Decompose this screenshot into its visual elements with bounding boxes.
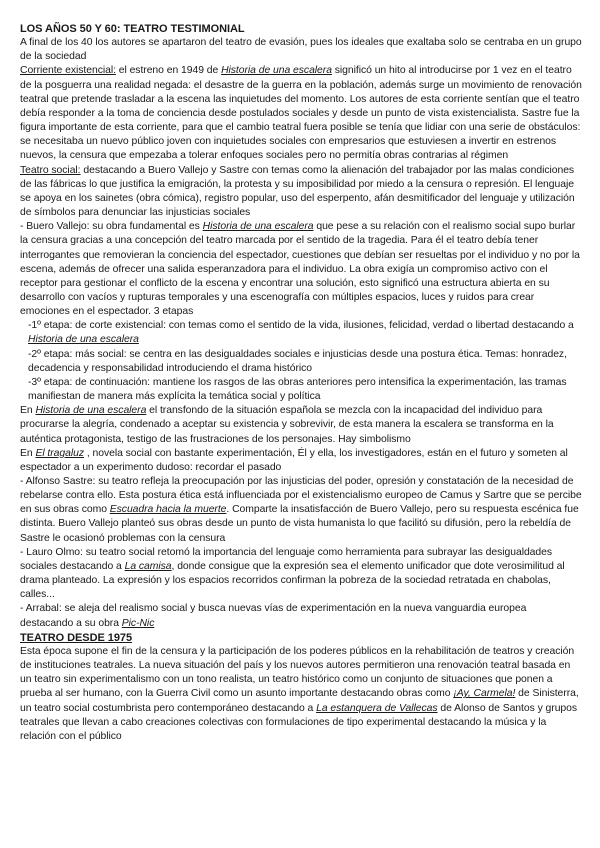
- stage-3: -3º etapa: de continuación: mantiene los rasgos de las obras anteriores pero intensifica la experimentación, las tramas manifiestan de manera más explícita la temática social y política: [28, 376, 567, 403]
- escalera-paragraph: En Historia de una escalera el transfondo de la situación española se mezcla con la incapacidad del individuo para procurarse la alegría, condenado a aceptar su existencia y sobrevivir, de esta manera la escalera se transforma en la auténtica protagonista, testigo de las frustraciones de los personajes. Hay simbolismo: [20, 405, 554, 445]
- work-title: El tragaluz: [35, 447, 84, 459]
- social-label: Teatro social:: [20, 164, 81, 176]
- work-title: La camisa: [124, 560, 172, 572]
- work-title: Historia de una escalera: [35, 405, 147, 417]
- sastre-paragraph: - Alfonso Sastre: su teatro refleja la preocupación por las injusticias del poder, opresión y constatación de la necesidad de rebelarse contra ello. Esta postura ética está influenciada por el existencialismo europeo de Camus y Sartre que se percibe en sus obras como Escuadra hacia la muerte. Comparte la insatisfacción de Buero Vallejo, pero su respuesta escénica fue distinta. Buero Vallejo planteó sus obras desde un punto de vista humanista lo que facilitó su difusión, pero la rebeldía de Sastre le ocasionó problemas con la censura: [20, 476, 582, 544]
- tragaluz-paragraph: En El tragaluz , novela social con bastante experimentación, Él y ella, los investigadores, están en el futuro y someten al espectador a un experimento dudoso: recordar el pasado: [20, 447, 568, 473]
- document-page: [20, 22, 582, 744]
- section-title-1975: TEATRO DESDE 1975: [20, 631, 133, 644]
- existential-label: Corriente existencial:: [20, 65, 116, 77]
- intro-paragraph: A final de los 40 los autores se apartaron del teatro de evasión, pues los ideales que exaltaba solo se centraba en un grupo de la sociedad: [20, 37, 582, 63]
- work-title: La estanquera de Vallecas: [316, 702, 438, 714]
- work-title: Historia de una escalera: [221, 65, 332, 77]
- work-title: Historia de una escalera: [28, 334, 139, 346]
- post-1975-paragraph: Esta época supone el fin de la censura y la participación de los poderes públicos en la rehabilitación de teatros y creación de instituciones teatrales. La nueva situación del país y los nuevos autores permitieron una renovación teatral basada en un teatro sin experimentalismo con un tono realista, un teatro histórico como un conjunto de situaciones que ponen a prueba al ser humano, con la Guerra Civil como un asunto importante destacando obras como ¡Ay, Carmela! de Sinisterra, un teatro social costumbrista pero contemporáneo destacando a La estanquera de Vallecas de Alonso de Santos y grupos teatrales que llevan a cabo creaciones colectivas con formulaciones de tipo experimental destacando la música y la relación con el público: [20, 645, 579, 742]
- olmo-paragraph: - Lauro Olmo: su teatro social retomó la importancia del lenguaje como herramienta para subrayar las desigualdades sociales destacando a La camisa, donde consigue que la expresión sea el elemento unificador que dote verosimilitud al drama planteado. La expresión y los espacios recorridos confirman la pobreza de la sociedad retratada en chabolas, calles...: [20, 546, 565, 601]
- work-title: Escuadra hacia la muerte: [109, 504, 227, 516]
- existential-paragraph: Corriente existencial: el estreno en 1949 de Historia de una escalera significó un hito al introducirse por 1 vez en el teatro de la posguerra una realidad negada: el desastre de la guerra en la población, además surge un movimiento de renovación teatral que pretende trasladar a la escena las inquietudes del momento. Los autores de esta corriente sentían que el teatro debía responder a la toma de conciencia desde postulados sociales y desde un punto de vista existencialista. Sastre fue la figura importante de esta corriente, para que el cambio teatral fuera posible se tenía que lidiar con una serie de obstáculos: se necesitaba un nuevo público joven con inquietudes sociales con empresarios que estuviesen a invertir en estrenos nuevos, la censura que empezaba a tolerar enfoques sociales pero no permitía obras contrarias al régimen: [20, 65, 582, 162]
- work-title: ¡Ay, Carmela!: [453, 688, 516, 700]
- buero-vallejo-paragraph: - Buero Vallejo: su obra fundamental es Historia de una escalera que pese a su relación con el realismo social supo burlar la censura gracias a una concepción del teatro marcada por el sentido de la tragedia. Para él el teatro debía tener interrogantes que removieran la conciencia del espectador, cuestiones que debían ser resueltas por el individuo y no por la escena, además de ofrecer una salida esperanzadora para el individuo. La obra exigía un compromiso activo con el receptor para gestionar el conflicto de la escena y encontrar una solución, esto significó una estructura abierta en su desarrollo con vacíos y rupturas temporales y una escenografía con múltiples espacios, luces y ruidos para crear emociones en el espectador. 3 etapas: [20, 221, 580, 318]
- stage-1: -1º etapa: de corte existencial: con temas como el sentido de la vida, ilusiones, felicidad, verdad o libertad destacando a Historia de una escalera: [28, 320, 574, 346]
- social-theatre-paragraph: Teatro social: destacando a Buero Vallejo y Sastre con temas como la alienación del trabajador por las malas condiciones de las fábricas lo que justifica la emigración, la protesta y su imposibilidad por miedo a la censura o represión. El lenguaje se apoya en los sainetes (obra cómica), registro popular, uso del esperpento, afán desmitificador del lenguaje y utilización de símbolos para denunciar las injusticias sociales: [20, 164, 575, 219]
- stage-2: -2º etapa: más social: se centra en las desigualdades sociales e injusticias desde una postura ética. Temas: honradez, decadencia y responsabilidad introduciendo el drama histórico: [28, 348, 567, 374]
- work-title: Pic-Nic: [121, 617, 155, 629]
- arrabal-paragraph: - Arrabal: se aleja del realismo social y busca nuevas vías de experimentación en la nueva vanguardia europea destacando a su obra Pic-Nic: [20, 603, 527, 629]
- work-title: Historia de una escalera: [202, 221, 314, 233]
- section-title-50-60: LOS AÑOS 50 Y 60: TEATRO TESTIMONIAL: [20, 23, 245, 35]
